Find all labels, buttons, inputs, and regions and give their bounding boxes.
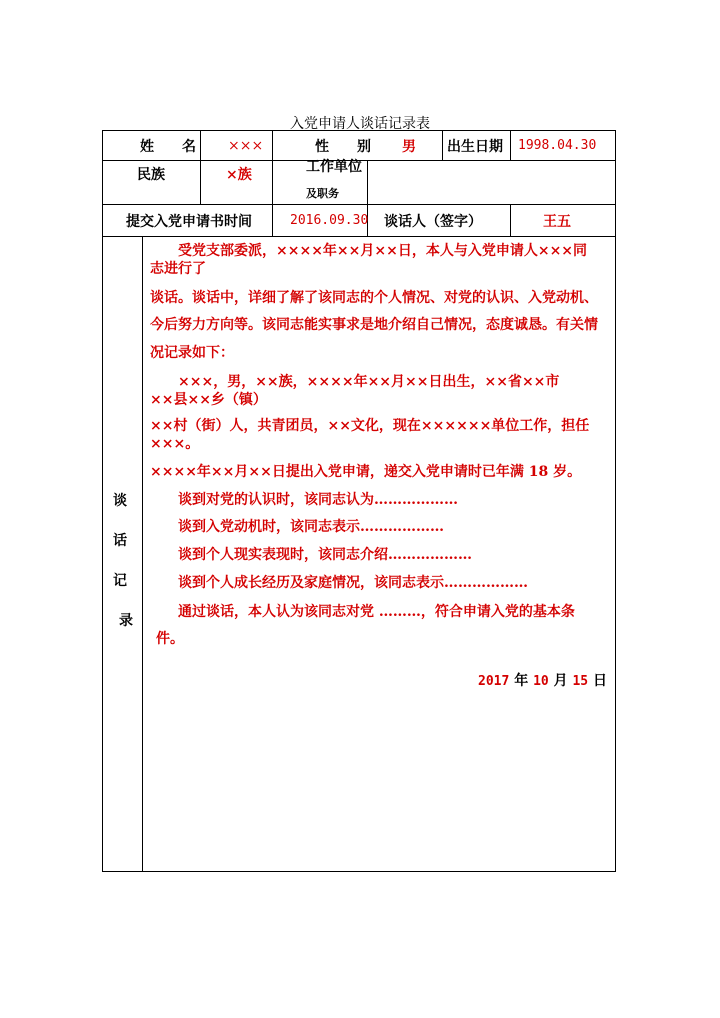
col-divider <box>510 204 511 236</box>
talker-label: 谈话人（签字） <box>384 213 482 230</box>
birth-value: 1998.04.30 <box>518 138 597 153</box>
ethnic-label: 民族 <box>137 167 165 183</box>
record-line: 谈到个人成长经历及家庭情况，该同志表示……………… <box>178 575 528 591</box>
gender-value: 男 <box>402 138 416 155</box>
record-line: 受党支部委派，××××年××月××日，本人与入党申请人×××同 <box>178 243 588 259</box>
col-divider <box>442 130 443 160</box>
record-line: 谈到个人现实表现时，该同志介绍……………… <box>178 547 472 563</box>
record-line: ××村（街）人，共青团员，××文化，现在××××××单位工作，担任 <box>150 418 590 434</box>
date-year: 2017 <box>478 674 510 689</box>
form-title: 入党申请人谈话记录表 <box>290 116 430 132</box>
record-line: 况记录如下： <box>150 345 234 361</box>
work-label: 工作单位 <box>306 159 362 175</box>
record-label-char: 记 <box>113 573 127 589</box>
col-divider <box>272 204 273 236</box>
record-line: ×××。 <box>150 436 200 452</box>
col-divider <box>272 130 273 160</box>
col-divider <box>142 236 143 872</box>
name-label: 姓 名 <box>140 138 196 155</box>
name-value: ××× <box>228 137 264 154</box>
record-line: 今后努力方向等。该同志能实事求是地介绍自己情况，态度诚恳。有关情 <box>150 317 598 333</box>
record-line: ××县××乡（镇） <box>150 392 267 408</box>
date-day-unit: 日 <box>593 673 607 689</box>
record-line: 谈到对党的认识时，该同志认为……………… <box>178 492 458 508</box>
date-month: 10 <box>533 674 549 689</box>
record-line: ××××年××月××日提出入党申请，递交入党申请时已年满 18 岁。 <box>150 464 582 480</box>
col-divider <box>200 160 201 204</box>
col-divider <box>200 130 201 160</box>
record-label-char: 谈 <box>113 493 127 509</box>
record-label <box>102 490 142 630</box>
col-divider <box>510 130 511 160</box>
record-line: 件。 <box>156 631 184 647</box>
birth-label: 出生日期 <box>447 138 503 155</box>
record-line: 谈话。谈话中，详细了解了该同志的个人情况、对党的认识、入党动机、 <box>150 290 598 306</box>
submit-value: 2016.09.30 <box>290 213 369 228</box>
gender-label: 性 别 <box>315 138 371 155</box>
record-date <box>478 666 607 697</box>
record-line: 谈到入党动机时，该同志表示……………… <box>178 519 444 535</box>
talker-value: 王五 <box>543 213 571 230</box>
record-label-char: 话 <box>113 533 127 549</box>
submit-label: 提交入党申请书时间 <box>126 213 252 230</box>
record-line: ×××，男，××族，××××年××月××日出生，××省××市 <box>178 374 560 390</box>
date-month-unit: 月 <box>553 673 568 689</box>
date-day: 15 <box>572 674 589 689</box>
record-line: 通过谈话，本人认为该同志对党 ………，符合申请入党的基本条 <box>178 604 575 620</box>
record-line: 志进行了 <box>150 261 206 277</box>
record-label-char: 录 <box>119 613 133 629</box>
col-divider <box>367 160 368 204</box>
date-year-unit: 年 <box>514 673 529 689</box>
work-label-sub: 及职务 <box>306 187 339 200</box>
ethnic-value: ×族 <box>226 167 252 183</box>
col-divider <box>272 160 273 204</box>
